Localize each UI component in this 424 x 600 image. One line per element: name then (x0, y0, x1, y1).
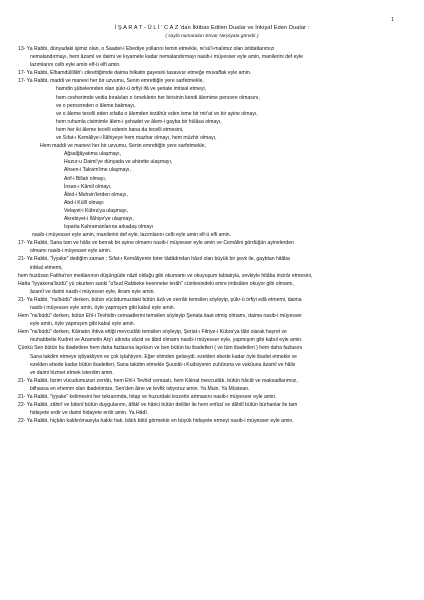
text-line: hem cevherimde vedia bırakılan o örneklerin her birisinin kendi âlemime pencere olmasını, (56, 94, 260, 101)
text-line: ezelden ebede kadar bütün ibadetleri, Sana takdim etmekle Şuunât-ı Kudsiyenin zuhûruna ve vukûuna âzamî ve hâlis (30, 361, 296, 368)
text-line: Ahsen-i Takvim'ime ulaşmayı, (64, 167, 131, 174)
text-line: Ağsalğâyatıma ulaşmayı, (64, 151, 121, 158)
text-line: olmamı nasib-i müyesser eyle amin. (30, 248, 112, 255)
text-line: ve daimi hizmet etmek isterdim amin. (30, 369, 114, 376)
text-line: ve o âleme tecelli eden sıfatla o âlemden tezâhür eden isme bir mir'at ve bir ayine olmayı, (56, 110, 258, 117)
text-line: 21- Ya Rabbi, "iyyake" kelimesini her tekrarımda, hitap ve huzurdaki lezzetin artmasını nasib-i müyesser eyle amin. (18, 394, 277, 401)
text-line: Sana takdim etmeye iştiyakliyım ve çok iştahlıyım. Eğer elimden gelseydi, ezelden ebede kadar öyle ibadet etmekle ve (30, 353, 297, 360)
document-body (18, 45, 408, 425)
text-line: İnsan-ı Kâmil olmayı, (64, 183, 112, 190)
text-line: nasib-i müyesser eyle amin, manilerini def eyle, lazımlarını celb eyle amin elf-ü elfi amin. (32, 232, 232, 239)
text-line: muhabbetle Kudret ve Azametin Arş'ı altında sâcid ve âbid olmamı nasib-i müyesser eyle, yapmışım gibi kabul eyle amin. (30, 337, 303, 344)
text-line: Hatta "iyyakena'büdü" yü okurken sanki "u'bud Rabbeke keenneke terâh" cümlesindeki emre imtisâlen okuyor gibi olmamı, (18, 280, 294, 287)
text-line: Hem maddi ve manevi her bir uzvumu, Senin emrettiğin yere sarfetmekle, (40, 143, 206, 150)
text-line: Âbid-i Muhsin'lerden olmayı, (64, 191, 128, 198)
page-number: 1 (391, 17, 394, 23)
text-line: nemalandırmayı, hem âzamî ve daimi ve kıyamete kadar nemalandırmayı nasib-i müyesser eyle amin, manilerini def eyle (30, 54, 303, 61)
text-line: Isparta Kahramanlarına arkadaş olmayı (64, 224, 154, 231)
text-line: 17- Ya Rabbi, Sana tam ve hâlis ve berrak bir ayine olmamı nasib-i müyesser eyle amin ve Cemâlini gördüğün ayinelerden (18, 240, 294, 247)
text-line: 13- Ya Rabbi, dünyadaki işimiz olan, o Saadet-i Ebediye yollarını temin etmekle, re'sü'l-malımız olan istidatlarımızı (18, 46, 275, 52)
text-line: hidayete erdir ve daimi hidayete erdir amin. Ya Hâdî. (30, 410, 149, 417)
text-line: âzamî ve daimi nasib-i müyesser eyle, ikram eyle amin. (30, 288, 155, 295)
text-line: 22- Ya Rabbi, zâhirî ve bâtınî bütün duygularımı, âfâkî ve hârici bütün deliller ile hem enfüsî ve dâhilî bütün bürhanlar ile tam (18, 402, 298, 409)
document-title: İ Ş A R A T - Ü L İ ' C A Z 'dan İktibas Edilen Dualar ve İnkişaf Eden Dualar : (114, 25, 310, 31)
text-line: hem huzûsan Fatiha'nın meâlanının düşüngüde nâzil olduğu gibi okumamı ve okuyuşum tabiatıyla, zevkiyle hitâba incirâr etmesini, (18, 272, 313, 279)
text-line: 17- Ya Rabbi, Elhamdülillâh'ı zikrettiğimde daima hilkatin gayesini tasavvur etmeğe muvaffak eyle amin. (18, 70, 252, 77)
text-line: ve o pencereden o âleme bakmayı, (56, 102, 136, 109)
text-line: hem ruhumla cisimimle âlem-i şehadet ve âlem-i gayba bir hülâsa olmayı, (56, 118, 222, 125)
text-line: intikal etmemi, (30, 264, 63, 271)
text-line: 21- Ya Rabbi, "İyyake" dediğim zaman ; Sıfat-ı Kemâliyenin birer tâdâdından hâsıl olan büyük bir şevk ile, gaybtan hitâba (18, 256, 290, 263)
text-line: Hem "na'büdü" derken, Kâinatın ihtiva ettiği mevcudâtı temsilen söyleyip, Şeriat-ı Fitriye-i Kübra'ya tâbi olarak hayret ve (18, 329, 287, 336)
text-line: ve Sıfat-ı Kemâliye-i İlâhiyeye hem mazhar olmayı, hem müzhir olmayı, (56, 135, 217, 142)
text-line: Çünkü Sen bütün bu ibadetlere hem daha fazlasına layıksın ve ben bütün bu ibadetleri ( ve tüm ibadetleri ) hem daha fazlasını (18, 345, 303, 352)
text-line: 21- Ya Rabbi, bizim vücudumuzun zerrâtı, hem Ehl-i Tevhid cemaatı, hem Kâinat mevcudâtı, bütün hâcât ve maksadlarımızı, (18, 377, 299, 384)
text-line: Arif-i Billah olmayı, (64, 175, 107, 182)
text-line: 17- Ya Rabbi, maddi ve manevi her bir uzvumu, Senin emrettiğin yere sarfetmekle, (18, 78, 204, 85)
text-line: Akrebiyet-i İlâhiye'ye ulaşmayı, (64, 215, 134, 222)
text-line: lazımlarını celb eyle amin elf-ü elfi amin. (30, 62, 121, 69)
document-subtitle: ( sayfa numaraları Envar Neşriyata göredir ) (165, 34, 259, 39)
text-line: Huzur-u Daimi'ye dünyada ve ahirette ulaşmayı, (64, 159, 173, 166)
text-line: eyle amin, öyle yapmışım gibi kabul eyle amin. (30, 321, 136, 328)
text-line: 21- Ya Rabbi, "na'büdü" derken, bütün vücûdumuzdaki bütün âzâ ve zerrâtı temsilen söyleyip, şükr-ü örfiyi edâ etmemi, daima (18, 296, 302, 303)
text-line: Velayet-i Kübra'ya ulaşmayı, (64, 207, 129, 214)
text-line: nasib-i müyesser eyle amin, öyle yapmışım gibi kabul eyle amin. (30, 305, 175, 311)
text-line: Abd-i Küllî olmayı (64, 199, 104, 206)
text-line: hamdin şûbelerinden olan şükr-ü örfiyi ifâ ve şeriate imtisal etmeyi, (56, 86, 207, 93)
text-line: hem her iki âleme tecelli edenin bana da tecelli etmesini, (56, 126, 184, 133)
text-line: bilhassa en ehemm olan ibadetimize, Sen'den âine ve tevfik istiyoruz amin. Ya Muin. Ya Müstean. (30, 385, 250, 392)
text-line: 22- Ya Rabbi, hiçbân kaldırılmasıyla hakkı hak, bâtılı bâtıl görmekle en büyük hidayete ermeyi nasib-i müyesser eyle amin. (18, 418, 294, 425)
text-line: Hem "na'büdü" derken, bütün Ehl-i Tevhidin cemaatlerini temsilen söyleyip Şeriata itaat etmiş olmamı, daima nasib-i müyesser (18, 313, 302, 320)
